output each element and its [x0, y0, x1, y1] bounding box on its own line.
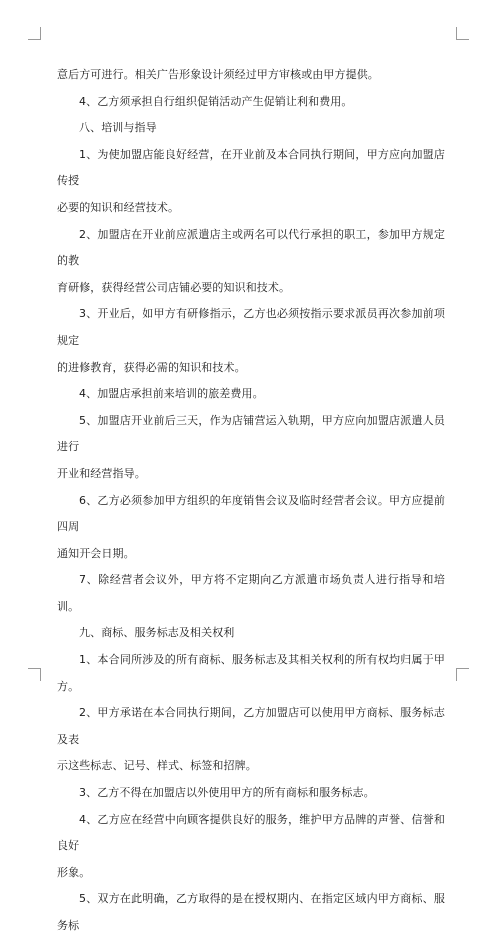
paragraph	[57, 142, 445, 222]
paragraph	[57, 647, 445, 700]
paragraph	[57, 620, 445, 647]
paragraph	[57, 62, 445, 89]
text-line: 4、乙方应在经营中向顾客提供良好的服务，维护甲方品牌的声誉、信誉和良好	[57, 812, 445, 853]
text-line: 1、本合同所涉及的所有商标、服务标志及其相关权利的所有权均归属于甲方。	[57, 653, 445, 693]
text-line: 4、乙方须承担自行组织促销活动产生促销让利和费用。	[79, 94, 353, 108]
crop-mark-bottom-right	[456, 668, 469, 681]
crop-mark-top-right	[456, 27, 469, 40]
crop-mark-bottom-left	[28, 668, 41, 681]
document-body	[57, 62, 445, 940]
paragraph	[57, 408, 445, 488]
text-line: 示这些标志、记号、样式、标签和招牌。	[57, 759, 257, 773]
paragraph	[57, 488, 445, 568]
paragraph	[57, 567, 445, 620]
text-line: 4、加盟店承担前来培训的旅差费用。	[79, 387, 264, 401]
paragraph	[57, 222, 445, 302]
text-line: 7、除经营者会议外，甲方将不定期向乙方派遣市场负责人进行指导和培训。	[57, 573, 445, 613]
paragraph	[57, 807, 445, 887]
paragraph	[57, 780, 445, 807]
text-line: 九、商标、服务标志及相关权利	[79, 626, 235, 640]
text-line: 的进修教育，获得必需的知识和技术。	[57, 360, 246, 374]
text-line: 5、双方在此明确，乙方取得的是在授权期内、在指定区域内甲方商标、服务标	[57, 892, 445, 932]
paragraph	[57, 89, 445, 116]
text-line: 3、开业后，如甲方有研修指示，乙方也必须按指示要求派员再次参加前项规定	[57, 307, 445, 347]
paragraph	[57, 700, 445, 780]
text-line: 必要的知识和经营技术。	[57, 200, 180, 214]
text-line: 意后方可进行。相关广告形象设计须经过甲方审核或由甲方提供。	[57, 68, 379, 81]
text-line: 八、培训与指导	[79, 121, 157, 135]
text-line: 3、乙方不得在加盟店以外使用甲方的所有商标和服务标志。	[79, 786, 375, 800]
paragraph	[57, 301, 445, 381]
paragraph	[57, 381, 445, 408]
text-line: 育研修，获得经营公司店铺必要的知识和技术。	[57, 280, 291, 294]
paragraph	[57, 886, 445, 939]
paragraph	[57, 115, 445, 142]
text-line: 2、加盟店在开业前应派遣店主或两名可以代行承担的职工，参加甲方规定的教	[57, 227, 445, 268]
text-line: 通知开会日期。	[57, 546, 135, 560]
text-line: 6、乙方必须参加甲方组织的年度销售会议及临时经营者会议。甲方应提前四周	[57, 493, 445, 534]
text-line: 形象。	[57, 865, 91, 879]
crop-mark-top-left	[28, 27, 41, 40]
text-line: 5、加盟店开业前后三天，作为店铺营运入轨期，甲方应向加盟店派遣人员进行	[57, 413, 445, 454]
text-line: 1、为使加盟店能良好经营，在开业前及本合同执行期间，甲方应向加盟店传授	[57, 147, 445, 188]
text-line: 2、甲方承诺在本合同执行期间，乙方加盟店可以使用甲方商标、服务标志及表	[57, 706, 445, 746]
text-line: 开业和经营指导。	[57, 466, 146, 480]
